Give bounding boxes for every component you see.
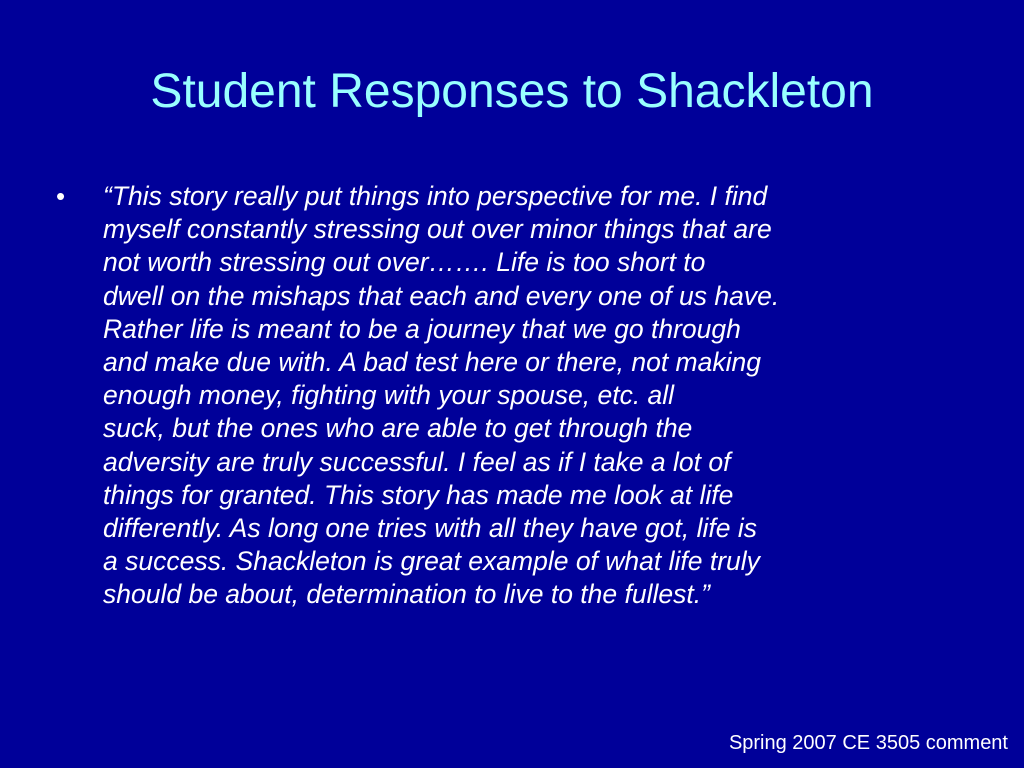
quote-line: differently. As long one tries with all they have got, life is (103, 513, 757, 544)
quote-line: things for granted. This story has made me look at life (103, 479, 734, 510)
quote-line: myself constantly stressing out over minor things that are (103, 214, 772, 245)
quote-line: a success. Shackleton is great example of what life truly (103, 546, 760, 577)
bullet-item (56, 180, 986, 612)
quote-line: dwell on the mishaps that each and every one of us have. (103, 280, 780, 311)
quote-line: enough money, fighting with your spouse, etc. all (103, 380, 675, 411)
student-quote (103, 180, 986, 612)
bullet-icon: • (56, 181, 66, 211)
slide-footer: Spring 2007 CE 3505 comment (728, 732, 1008, 754)
quote-line: should be about, determination to live to the fullest.” (103, 579, 710, 610)
quote-line: “This story really put things into perspective for me. I find (103, 181, 768, 211)
quote-line: adversity are truly successful. I feel as if I take a lot of (103, 446, 731, 477)
bullet-list (56, 180, 986, 612)
slide-title: Student Responses to Shackleton (150, 65, 874, 118)
quote-line: suck, but the ones who are able to get through the (103, 413, 693, 444)
quote-line: Rather life is meant to be a journey that we go through (103, 313, 741, 344)
quote-line: not worth stressing out over……. Life is too short to (103, 247, 706, 278)
quote-line: and make due with. A bad test here or there, not making (103, 347, 761, 378)
